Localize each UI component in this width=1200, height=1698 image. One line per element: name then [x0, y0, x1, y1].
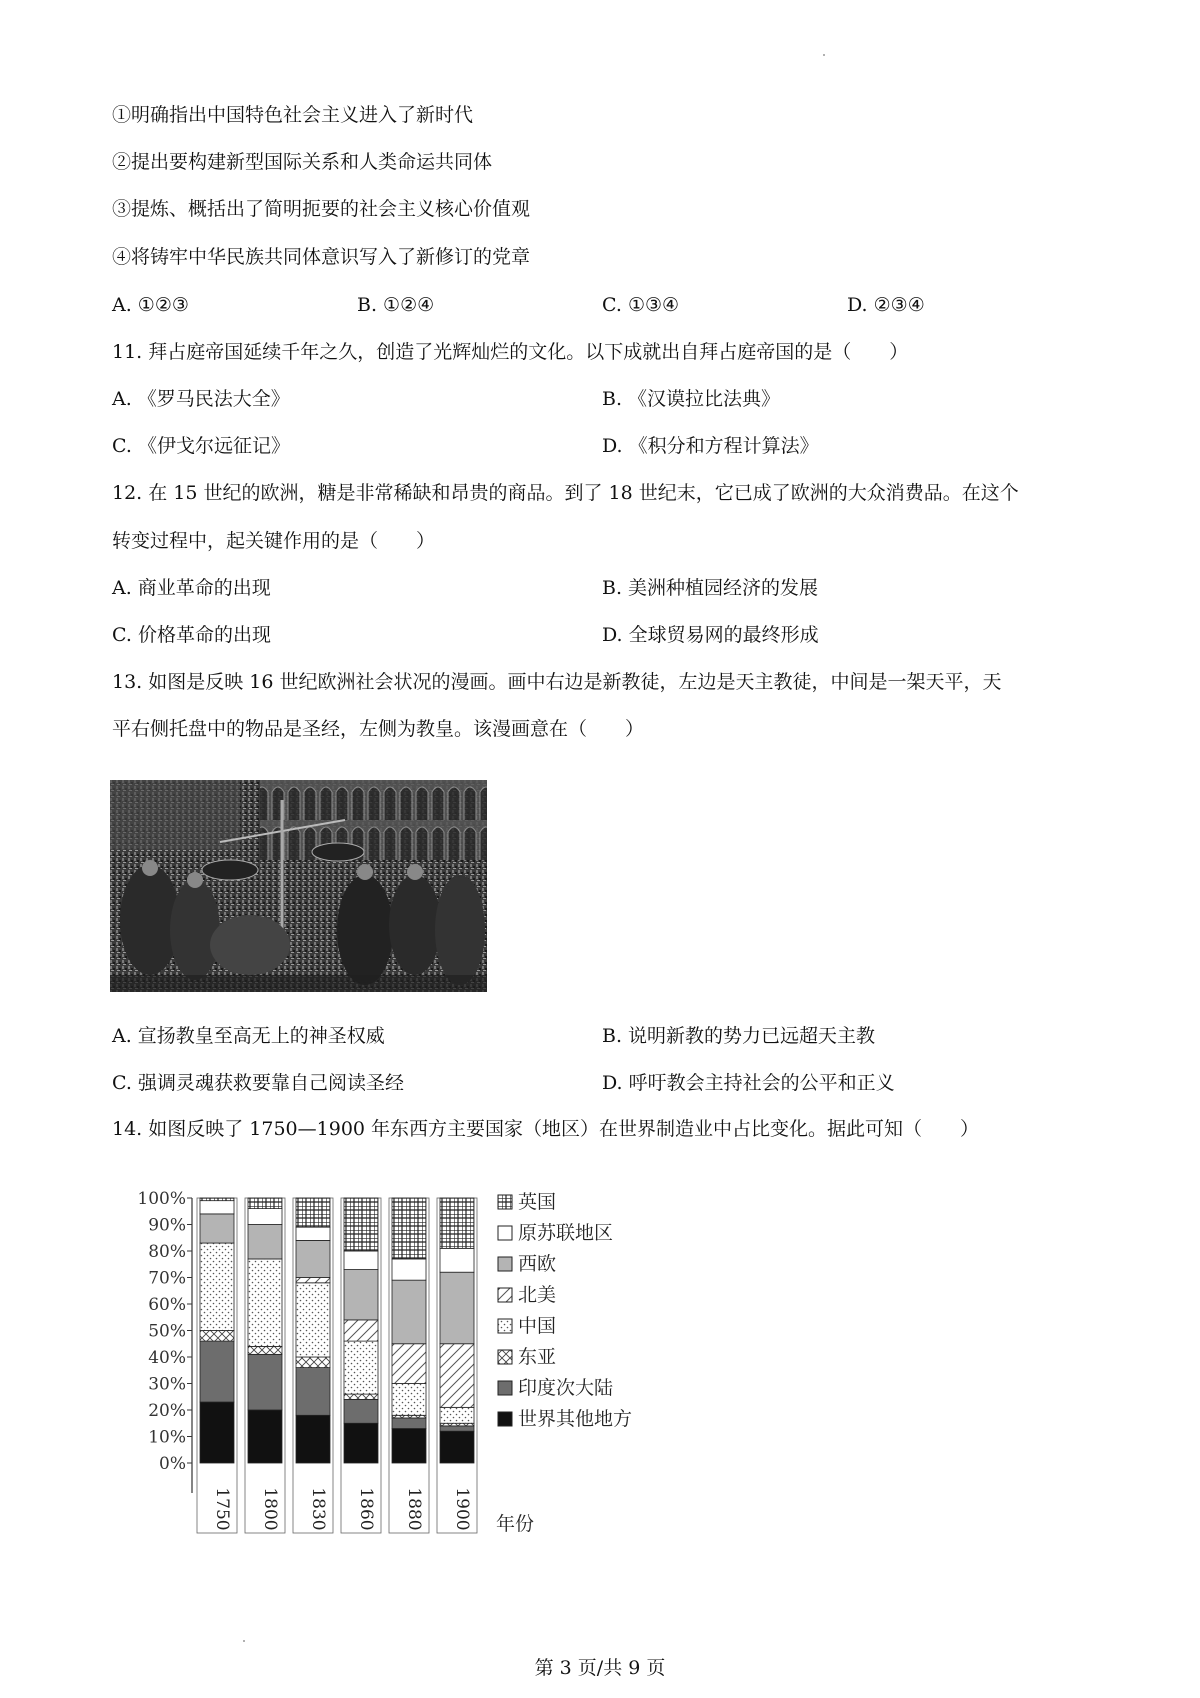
- bar-segment-1880-英国: [392, 1198, 426, 1259]
- bar-segment-1880-中国: [392, 1384, 426, 1416]
- bar-segment-1860-中国: [344, 1341, 378, 1394]
- bar-segment-1750-英国: [200, 1198, 234, 1201]
- bar-segment-1880-印度次大陆: [392, 1418, 426, 1429]
- legend-label: 中国: [518, 1315, 557, 1337]
- q11-option-c[interactable]: C. 《伊戈尔远征记》: [112, 435, 290, 457]
- q10-option-c[interactable]: C. ①③④: [602, 294, 680, 316]
- x-tick-label: 1860: [356, 1487, 376, 1531]
- bar-segment-1830-世界其他地方: [296, 1415, 330, 1463]
- bar-segment-1800-世界其他地方: [248, 1410, 282, 1463]
- statement-3: ③提炼、概括出了简明扼要的社会主义核心价值观: [112, 198, 531, 220]
- bar-segment-1830-中国: [296, 1283, 330, 1357]
- chart-bars: [197, 1198, 477, 1533]
- chart-legend: [498, 1191, 632, 1430]
- y-tick-label: 10%: [148, 1427, 186, 1448]
- q11-option-b[interactable]: B. 《汉谟拉比法典》: [602, 388, 781, 410]
- legend-swatch: [498, 1412, 512, 1426]
- y-tick-label: 70%: [148, 1268, 186, 1289]
- bar-segment-1800-中国: [248, 1259, 282, 1346]
- statement-1: ①明确指出中国特色社会主义进入了新时代: [112, 104, 474, 126]
- bar-segment-1800-英国: [248, 1198, 282, 1209]
- bar-segment-1830-北美: [296, 1278, 330, 1283]
- q10-option-a[interactable]: A. ①②③: [112, 294, 189, 316]
- y-tick-label: 90%: [148, 1215, 186, 1236]
- bar-segment-1830-原苏联地区: [296, 1227, 330, 1240]
- bar-segment-1880-北美: [392, 1344, 426, 1384]
- legend-swatch: [498, 1195, 512, 1209]
- q12-option-b[interactable]: B. 美洲种植园经济的发展: [602, 577, 819, 599]
- bar-segment-1860-世界其他地方: [344, 1423, 378, 1463]
- bar-segment-1860-英国: [344, 1198, 378, 1251]
- bar-segment-1900-中国: [440, 1407, 474, 1423]
- bar-segment-1750-印度次大陆: [200, 1341, 234, 1402]
- x-tick-label: 1830: [308, 1487, 328, 1531]
- legend-swatch: [498, 1288, 512, 1302]
- statement-2: ②提出要构建新型国际关系和人类命运共同体: [112, 151, 493, 173]
- bar-segment-1830-英国: [296, 1198, 330, 1227]
- q12-option-d[interactable]: D. 全球贸易网的最终形成: [602, 624, 819, 646]
- bar-segment-1860-原苏联地区: [344, 1251, 378, 1270]
- legend-label: 世界其他地方: [518, 1408, 633, 1430]
- cartoon-image: [110, 780, 487, 992]
- y-tick-label: 100%: [137, 1189, 186, 1209]
- y-tick-label: 80%: [148, 1242, 186, 1262]
- q13-option-b[interactable]: B. 说明新教的势力已远超天主教: [602, 1025, 876, 1047]
- q13-stem-line1: 13. 如图是反映 16 世纪欧洲社会状况的漫画。画中右边是新教徒，左边是天主教徒，中间是一架天平，天: [112, 671, 1002, 693]
- bar-segment-1800-原苏联地区: [248, 1209, 282, 1225]
- q10-option-d[interactable]: D. ②③④: [847, 294, 925, 316]
- bar-segment-1880-原苏联地区: [392, 1259, 426, 1280]
- y-tick-label: 40%: [148, 1348, 186, 1368]
- legend-swatch: [498, 1226, 512, 1240]
- x-tick-label: 1800: [260, 1487, 280, 1531]
- q13-option-c[interactable]: C. 强调灵魂获救要靠自己阅读圣经: [112, 1072, 404, 1094]
- legend-label: 北美: [518, 1284, 557, 1306]
- legend-swatch: [498, 1319, 512, 1333]
- bar-segment-1900-北美: [440, 1344, 474, 1408]
- y-tick-label: 30%: [148, 1374, 186, 1395]
- y-tick-label: 20%: [148, 1401, 186, 1421]
- legend-label: 西欧: [518, 1253, 557, 1275]
- q12-option-a[interactable]: A. 商业革命的出现: [112, 577, 271, 599]
- bar-segment-1830-西欧: [296, 1240, 330, 1277]
- bar-segment-1860-北美: [344, 1320, 378, 1341]
- legend-swatch: [498, 1381, 512, 1395]
- q11-option-d[interactable]: D. 《积分和方程计算法》: [602, 435, 819, 457]
- q13-option-a[interactable]: A. 宣扬教皇至高无上的神圣权威: [112, 1025, 385, 1047]
- bar-segment-1860-东亚: [344, 1394, 378, 1399]
- bar-segment-1750-原苏联地区: [200, 1201, 234, 1214]
- bar-segment-1800-东亚: [248, 1346, 282, 1354]
- bar-segment-1800-西欧: [248, 1225, 282, 1259]
- bar-segment-1900-英国: [440, 1198, 474, 1248]
- bar-segment-1900-世界其他地方: [440, 1431, 474, 1463]
- x-tick-label: 1750: [212, 1487, 232, 1531]
- bar-segment-1880-西欧: [392, 1280, 426, 1344]
- stacked-bar-chart: [110, 1158, 710, 1538]
- x-tick-label: 1900: [452, 1487, 472, 1531]
- y-tick-label: 60%: [148, 1295, 186, 1315]
- x-tick-label: 1880: [404, 1487, 424, 1531]
- bar-segment-1750-西欧: [200, 1214, 234, 1243]
- x-axis-label: 年份: [496, 1513, 535, 1535]
- bar-segment-1900-印度次大陆: [440, 1426, 474, 1431]
- q13-option-d[interactable]: D. 呼吁教会主持社会的公平和正义: [602, 1072, 895, 1094]
- bar-segment-1830-东亚: [296, 1357, 330, 1368]
- legend-label: 印度次大陆: [518, 1377, 614, 1399]
- page-footer: 第 3 页/共 9 页: [534, 1657, 666, 1679]
- y-tick-label: 50%: [148, 1321, 186, 1342]
- scan-speck: [243, 1640, 245, 1642]
- legend-label: 东亚: [518, 1346, 557, 1368]
- bar-segment-1750-中国: [200, 1243, 234, 1330]
- legend-label: 英国: [518, 1191, 557, 1213]
- legend-swatch: [498, 1257, 512, 1271]
- bar-segment-1750-世界其他地方: [200, 1402, 234, 1463]
- q11-stem: 11. 拜占庭帝国延续千年之久，创造了光辉灿烂的文化。以下成就出自拜占庭帝国的是（ ）: [112, 341, 909, 363]
- legend-swatch: [498, 1350, 512, 1364]
- bar-segment-1860-西欧: [344, 1270, 378, 1320]
- q14-stem: 14. 如图反映了 1750—1900 年东西方主要国家（地区）在世界制造业中占比变化。据此可知（ ）: [112, 1118, 980, 1140]
- bar-segment-1880-世界其他地方: [392, 1429, 426, 1463]
- q12-stem-line2: 转变过程中，起关键作用的是（ ）: [112, 530, 436, 552]
- q10-option-b[interactable]: B. ①②④: [357, 294, 435, 316]
- q12-option-c[interactable]: C. 价格革命的出现: [112, 624, 271, 646]
- statement-4: ④将铸牢中华民族共同体意识写入了新修订的党章: [112, 246, 531, 268]
- q11-option-a[interactable]: A. 《罗马民法大全》: [112, 388, 290, 410]
- bar-segment-1750-东亚: [200, 1331, 234, 1342]
- bar-segment-1800-印度次大陆: [248, 1354, 282, 1410]
- bar-segment-1830-印度次大陆: [296, 1368, 330, 1416]
- q13-stem-line2: 平右侧托盘中的物品是圣经，左侧为教皇。该漫画意在（ ）: [112, 718, 645, 740]
- bar-segment-1900-原苏联地区: [440, 1248, 474, 1272]
- scan-speck: [823, 54, 825, 56]
- q12-stem-line1: 12. 在 15 世纪的欧洲，糖是非常稀缺和昂贵的商品。到了 18 世纪末，它已成了欧洲的大众消费品。在这个: [112, 482, 1019, 504]
- bar-segment-1900-西欧: [440, 1272, 474, 1344]
- legend-label: 原苏联地区: [518, 1222, 614, 1244]
- bar-segment-1860-印度次大陆: [344, 1399, 378, 1423]
- y-tick-label: 0%: [159, 1454, 186, 1474]
